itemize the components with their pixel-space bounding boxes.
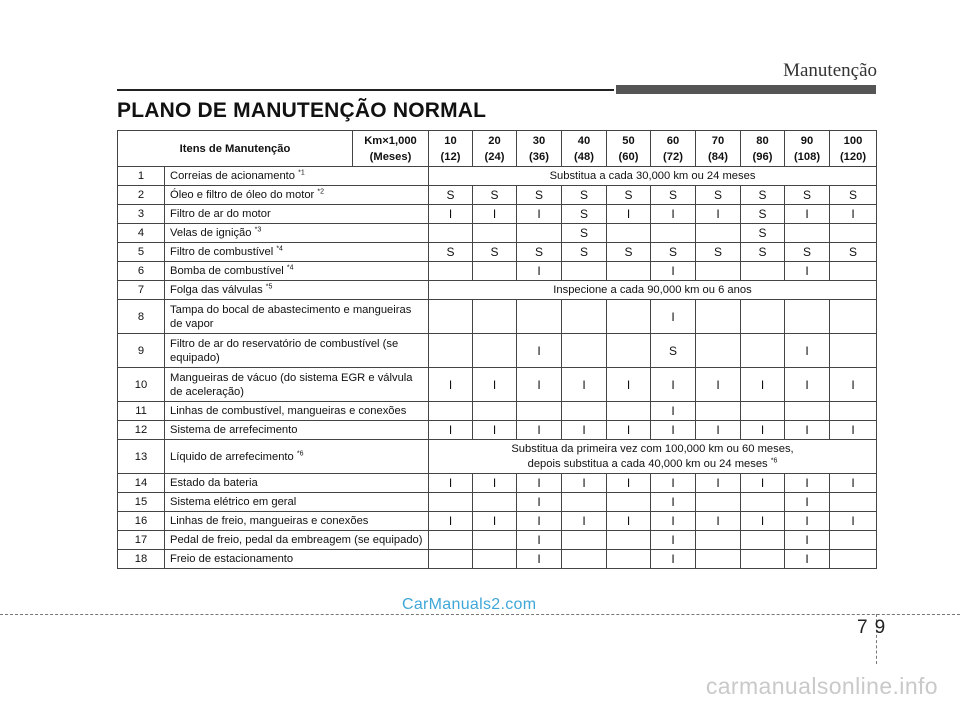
interval-cell	[473, 300, 517, 334]
interval-cell: I	[785, 421, 830, 440]
interval-cell	[562, 262, 607, 281]
table-row	[118, 402, 877, 421]
row-item	[165, 421, 429, 440]
row-item	[165, 493, 429, 512]
interval-cell: I	[651, 205, 696, 224]
row-item	[165, 224, 429, 243]
item-label: Pedal de freio, pedal da embreagem (se equipado)	[170, 534, 423, 546]
interval-cell: I	[741, 421, 785, 440]
interval-cell: I	[429, 205, 473, 224]
interval-cell	[830, 224, 877, 243]
item-label: Sistema elétrico em geral	[170, 496, 297, 508]
interval-header: 40 (48)	[562, 131, 607, 167]
row-number: 7	[118, 281, 165, 300]
interval-cell	[429, 402, 473, 421]
interval-cell: I	[696, 474, 741, 493]
interval-cell	[696, 531, 741, 550]
interval-cell	[785, 300, 830, 334]
interval-cell	[696, 334, 741, 368]
row-item	[165, 243, 429, 262]
row-number: 3	[118, 205, 165, 224]
interval-cell: I	[830, 205, 877, 224]
interval-cell: I	[651, 300, 696, 334]
interval-header: 30 (36)	[517, 131, 562, 167]
interval-cell: I	[651, 531, 696, 550]
interval-cell: I	[830, 474, 877, 493]
row-item	[165, 167, 429, 186]
interval-cell: I	[517, 334, 562, 368]
item-label: Freio de estacionamento	[170, 553, 294, 565]
row-number: 13	[118, 440, 165, 474]
interval-cell: I	[741, 368, 785, 402]
interval-cell	[741, 300, 785, 334]
interval-cell	[607, 550, 651, 569]
interval-header: 20 (24)	[473, 131, 517, 167]
interval-cell: S	[830, 186, 877, 205]
interval-cell	[473, 493, 517, 512]
interval-cell: I	[562, 512, 607, 531]
interval-cell	[651, 224, 696, 243]
interval-cell	[785, 402, 830, 421]
interval-cell	[473, 550, 517, 569]
interval-cell	[696, 224, 741, 243]
interval-cell: I	[517, 550, 562, 569]
interval-cell: I	[607, 368, 651, 402]
interval-text-line: Substitua da primeira vez com 100,000 km ou 60 meses,	[511, 442, 794, 455]
header-rule-bar	[616, 85, 876, 94]
row-interval-text	[429, 440, 877, 474]
interval-header: 10 (12)	[429, 131, 473, 167]
row-item	[165, 531, 429, 550]
interval-cell: S	[607, 243, 651, 262]
table-row	[118, 531, 877, 550]
table-row	[118, 262, 877, 281]
interval-cell	[696, 262, 741, 281]
interval-cell	[473, 262, 517, 281]
interval-cell: I	[473, 512, 517, 531]
row-item	[165, 334, 429, 368]
row-number: 2	[118, 186, 165, 205]
watermark-carmanualsonline: carmanualsonline.info	[705, 673, 938, 699]
row-item	[165, 368, 429, 402]
row-number: 4	[118, 224, 165, 243]
interval-cell: I	[562, 421, 607, 440]
interval-header: 100 (120)	[830, 131, 877, 167]
items-header: Itens de Manutenção	[118, 131, 353, 167]
interval-cell: I	[785, 334, 830, 368]
interval-cell: S	[473, 186, 517, 205]
interval-cell: I	[651, 512, 696, 531]
table-row	[118, 167, 877, 186]
interval-cell: S	[696, 243, 741, 262]
interval-cell: S	[696, 186, 741, 205]
row-number: 11	[118, 402, 165, 421]
interval-text-line: depois substitua a cada 40,000 km ou 24 meses $^{*6}$	[527, 456, 778, 470]
interval-cell: I	[785, 550, 830, 569]
interval-cell: S	[473, 243, 517, 262]
table-row	[118, 205, 877, 224]
row-item	[165, 262, 429, 281]
interval-cell: I	[651, 474, 696, 493]
interval-cell: S	[517, 186, 562, 205]
item-label: Bomba de combustível	[170, 265, 284, 277]
row-item	[165, 550, 429, 569]
interval-cell	[429, 334, 473, 368]
interval-header: 90 (108)	[785, 131, 830, 167]
interval-cell	[830, 493, 877, 512]
header-rule	[117, 89, 614, 91]
interval-cell: I	[607, 512, 651, 531]
maintenance-table	[117, 130, 877, 569]
row-item	[165, 281, 429, 300]
interval-header: 80 (96)	[741, 131, 785, 167]
interval-cell: I	[741, 474, 785, 493]
item-label: Estado da bateria	[170, 477, 258, 489]
interval-cell: I	[473, 474, 517, 493]
interval-cell	[517, 224, 562, 243]
interval-cell: S	[741, 224, 785, 243]
row-item	[165, 474, 429, 493]
table-row	[118, 281, 877, 300]
interval-cell: S	[562, 205, 607, 224]
item-label: Óleo e filtro de óleo do motor	[170, 189, 315, 201]
table-row	[118, 493, 877, 512]
interval-cell: I	[785, 205, 830, 224]
interval-cell: I	[785, 368, 830, 402]
table-row	[118, 368, 877, 402]
interval-header: 60 (72)	[651, 131, 696, 167]
interval-cell: I	[429, 421, 473, 440]
interval-cell: S	[785, 186, 830, 205]
interval-cell: I	[517, 205, 562, 224]
interval-cell	[473, 224, 517, 243]
table-body	[118, 167, 877, 569]
item-label: Tampa do bocal de abastecimento e mangueiras de vapor	[170, 303, 412, 330]
table-row	[118, 474, 877, 493]
row-number: 17	[118, 531, 165, 550]
interval-cell	[562, 531, 607, 550]
row-interval-text	[429, 281, 877, 300]
item-label: Folga das válvulas	[170, 284, 263, 296]
interval-cell	[741, 531, 785, 550]
footnote-marker: *2	[317, 188, 325, 196]
footnote-marker: *6	[770, 456, 778, 464]
row-interval-text	[429, 167, 877, 186]
interval-cell: I	[562, 368, 607, 402]
interval-header: 50 (60)	[607, 131, 651, 167]
footnote-marker: *3	[254, 226, 262, 234]
footnote-marker: *6	[296, 449, 304, 457]
row-number: 5	[118, 243, 165, 262]
interval-cell	[830, 402, 877, 421]
item-label: Sistema de arrefecimento	[170, 424, 298, 436]
footnote-marker: *4	[286, 264, 294, 272]
interval-cell	[473, 402, 517, 421]
interval-cell: I	[651, 368, 696, 402]
interval-cell	[696, 402, 741, 421]
interval-cell	[607, 224, 651, 243]
interval-cell: I	[517, 493, 562, 512]
row-number: 15	[118, 493, 165, 512]
interval-text-line: Inspecione a cada 90,000 km ou 6 anos	[553, 283, 752, 296]
interval-cell: I	[651, 550, 696, 569]
interval-cell: S	[651, 334, 696, 368]
table-row	[118, 421, 877, 440]
row-number: 8	[118, 300, 165, 334]
interval-cell	[830, 262, 877, 281]
interval-cell	[741, 334, 785, 368]
page-title: PLANO DE MANUTENÇÃO NORMAL	[117, 99, 487, 122]
interval-cell	[741, 493, 785, 512]
table-row	[118, 243, 877, 262]
interval-cell: I	[562, 474, 607, 493]
row-item	[165, 186, 429, 205]
interval-cell	[607, 300, 651, 334]
interval-cell	[562, 493, 607, 512]
row-item	[165, 402, 429, 421]
interval-cell: I	[473, 205, 517, 224]
interval-cell: I	[517, 262, 562, 281]
interval-cell: I	[517, 421, 562, 440]
interval-cell: S	[562, 186, 607, 205]
interval-cell	[830, 531, 877, 550]
interval-cell	[473, 531, 517, 550]
interval-cell: S	[785, 243, 830, 262]
item-label: Mangueiras de vácuo (do sistema EGR e válvula de aceleração)	[170, 371, 413, 398]
interval-cell	[696, 493, 741, 512]
interval-cell: I	[696, 205, 741, 224]
table-row	[118, 300, 877, 334]
interval-cell	[473, 334, 517, 368]
item-label: Correias de acionamento	[170, 170, 295, 182]
table-header-row	[118, 131, 877, 167]
interval-header: 70 (84)	[696, 131, 741, 167]
interval-cell: S	[562, 224, 607, 243]
interval-cell	[830, 550, 877, 569]
interval-cell	[607, 334, 651, 368]
item-label: Filtro de ar do motor	[170, 208, 271, 220]
interval-cell	[429, 550, 473, 569]
interval-cell: S	[429, 186, 473, 205]
row-number: 16	[118, 512, 165, 531]
row-number: 6	[118, 262, 165, 281]
interval-cell: I	[785, 493, 830, 512]
interval-cell: S	[741, 186, 785, 205]
interval-cell: I	[517, 531, 562, 550]
interval-cell: I	[473, 368, 517, 402]
interval-cell: I	[696, 368, 741, 402]
interval-cell: S	[651, 243, 696, 262]
km-header	[353, 131, 429, 167]
interval-cell	[517, 402, 562, 421]
interval-cell: I	[429, 474, 473, 493]
interval-cell: S	[830, 243, 877, 262]
table-row	[118, 224, 877, 243]
interval-cell: S	[741, 243, 785, 262]
page-number: 79	[857, 617, 893, 638]
interval-cell	[429, 224, 473, 243]
interval-cell	[429, 493, 473, 512]
table-row	[118, 550, 877, 569]
interval-cell: I	[830, 512, 877, 531]
interval-cell	[830, 334, 877, 368]
item-label: Líquido de arrefecimento	[170, 450, 294, 463]
row-number: 1	[118, 167, 165, 186]
table-row	[118, 440, 877, 474]
interval-cell	[562, 300, 607, 334]
interval-text-line: Substitua a cada 30,000 km ou 24 meses	[549, 169, 756, 182]
interval-cell: I	[651, 262, 696, 281]
interval-cell	[607, 531, 651, 550]
interval-cell	[429, 531, 473, 550]
interval-cell: I	[517, 474, 562, 493]
interval-cell: S	[562, 243, 607, 262]
interval-cell	[741, 550, 785, 569]
item-label: Velas de ignição	[170, 227, 252, 239]
row-item	[165, 205, 429, 224]
interval-cell	[562, 334, 607, 368]
interval-cell	[607, 402, 651, 421]
interval-cell: I	[517, 368, 562, 402]
km-header-line2: (Meses)	[369, 150, 412, 163]
row-item	[165, 300, 429, 334]
interval-cell: I	[473, 421, 517, 440]
interval-cell: I	[830, 421, 877, 440]
interval-cell: I	[696, 421, 741, 440]
interval-cell	[517, 300, 562, 334]
interval-cell	[741, 402, 785, 421]
row-number: 18	[118, 550, 165, 569]
interval-cell: I	[517, 512, 562, 531]
interval-cell: I	[830, 368, 877, 402]
interval-cell	[429, 300, 473, 334]
interval-cell: I	[785, 512, 830, 531]
section-title: Manutenção	[783, 60, 877, 81]
item-label: Filtro de combustível	[170, 246, 274, 258]
row-number: 14	[118, 474, 165, 493]
interval-cell: I	[651, 402, 696, 421]
item-label: Linhas de combustível, mangueiras e conexões	[170, 405, 407, 417]
interval-cell: I	[785, 474, 830, 493]
interval-cell: I	[607, 421, 651, 440]
interval-cell: S	[651, 186, 696, 205]
item-label: Filtro de ar do reservatório de combustível (se equipado)	[170, 337, 399, 364]
interval-cell	[741, 262, 785, 281]
interval-cell	[696, 550, 741, 569]
interval-cell	[429, 262, 473, 281]
footer-divider	[0, 614, 960, 615]
interval-cell: I	[741, 512, 785, 531]
table-row	[118, 186, 877, 205]
interval-cell: S	[607, 186, 651, 205]
interval-cell: I	[651, 421, 696, 440]
row-item	[165, 440, 429, 474]
interval-cell: I	[607, 205, 651, 224]
interval-cell: S	[429, 243, 473, 262]
interval-cell: I	[651, 493, 696, 512]
table-row	[118, 512, 877, 531]
watermark-carmanuals2: CarManuals2.com	[402, 596, 537, 613]
interval-cell: I	[785, 262, 830, 281]
interval-cell	[785, 224, 830, 243]
interval-cell	[562, 402, 607, 421]
interval-cell: I	[696, 512, 741, 531]
km-header-line1: Km×1,000	[364, 134, 417, 147]
interval-cell	[562, 550, 607, 569]
footnote-marker: *5	[265, 283, 273, 291]
interval-cell: I	[429, 368, 473, 402]
interval-cell: I	[429, 512, 473, 531]
footnote-marker: *1	[298, 169, 305, 177]
interval-cell	[830, 300, 877, 334]
interval-cell: S	[741, 205, 785, 224]
interval-cell	[696, 300, 741, 334]
row-number: 10	[118, 368, 165, 402]
footnote-marker: *4	[276, 245, 283, 253]
row-number: 9	[118, 334, 165, 368]
item-label: Linhas de freio, mangueiras e conexões	[170, 515, 369, 527]
table-row	[118, 334, 877, 368]
row-number: 12	[118, 421, 165, 440]
interval-cell: I	[607, 474, 651, 493]
interval-cell: S	[517, 243, 562, 262]
interval-cell	[607, 262, 651, 281]
interval-cell: I	[785, 531, 830, 550]
row-item	[165, 512, 429, 531]
interval-cell	[607, 493, 651, 512]
